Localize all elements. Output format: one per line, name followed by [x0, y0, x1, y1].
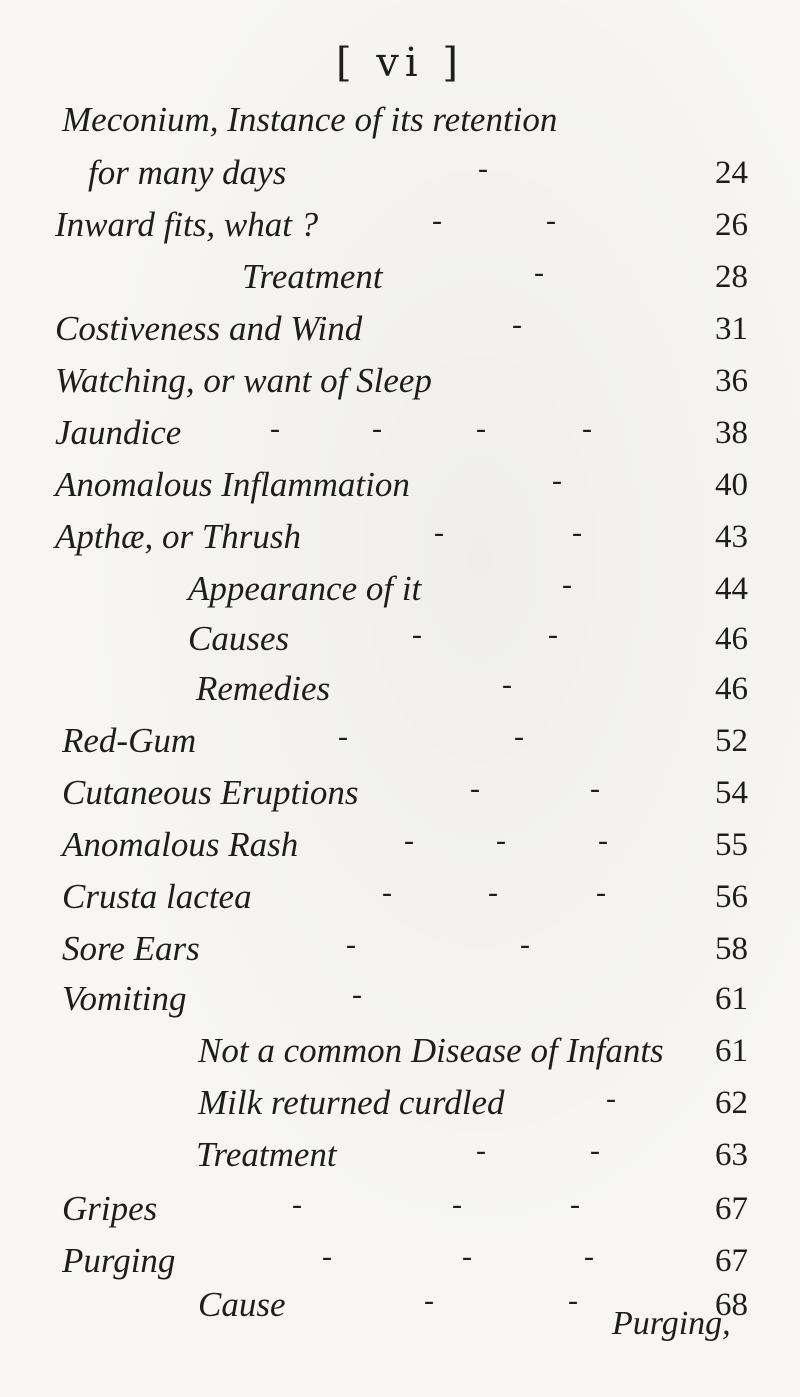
leader-dash: -	[546, 204, 556, 237]
leader-dash: -	[596, 876, 606, 909]
leader-dash: -	[382, 876, 392, 909]
entry-label: Vomiting	[62, 979, 187, 1018]
entry-page-number: 62	[715, 1085, 748, 1121]
entry-label: Jaundice	[55, 413, 182, 452]
leader-dash: -	[338, 720, 348, 753]
leader-dash: -	[476, 1134, 486, 1167]
entry-label: Appearance of it	[188, 569, 422, 608]
contents-entry	[0, 768, 800, 818]
entry-label: Not a common Disease of Infants	[198, 1031, 664, 1070]
contents-entry	[0, 460, 800, 510]
leader-dash: -	[404, 824, 414, 857]
entry-page-number: 63	[715, 1137, 748, 1173]
leader-dash: -	[424, 1284, 434, 1317]
entry-label: Meconium, Instance of its retention	[62, 100, 558, 139]
entry-page-number: 46	[715, 621, 748, 657]
leader-dash: -	[412, 618, 422, 651]
contents-entry	[0, 820, 800, 870]
leader-dash: -	[470, 772, 480, 805]
entry-label: Inward fits, what ?	[55, 205, 319, 244]
contents-entry	[0, 716, 800, 766]
entry-page-number: 52	[715, 723, 748, 759]
leader-dash: -	[496, 824, 506, 857]
leader-dash: -	[502, 668, 512, 701]
entry-label: Watching, or want of Sleep	[55, 361, 432, 400]
entry-label: Treatment	[196, 1135, 337, 1174]
entry-page-number: 55	[715, 827, 748, 863]
contents-entry	[0, 252, 800, 302]
leader-dash: -	[432, 204, 442, 237]
leader-dash: -	[570, 1188, 580, 1221]
leader-dash: -	[434, 516, 444, 549]
entry-page-number: 31	[715, 311, 748, 347]
leader-dash: -	[598, 824, 608, 857]
contents-entry	[0, 1026, 800, 1076]
leader-dash: -	[452, 1188, 462, 1221]
entry-page-number: 44	[715, 571, 748, 607]
entry-page-number: 56	[715, 879, 748, 915]
leader-dash: -	[572, 516, 582, 549]
leader-dash: -	[372, 412, 382, 445]
leader-dash: -	[548, 618, 558, 651]
leader-dash: -	[552, 464, 562, 497]
entry-page-number: 68	[715, 1287, 748, 1323]
contents-entry	[0, 974, 800, 1024]
entry-label: Anomalous Rash	[62, 825, 299, 864]
entry-page-number: 61	[715, 1033, 748, 1069]
entry-page-number: 58	[715, 931, 748, 967]
entry-page-number: 67	[715, 1191, 748, 1227]
contents-entry	[0, 614, 800, 664]
entry-label: Sore Ears	[62, 929, 200, 968]
contents-entry	[0, 148, 800, 198]
contents-entry	[0, 1184, 800, 1234]
leader-dash: -	[582, 412, 592, 445]
contents-entry	[0, 664, 800, 714]
entry-label: Remedies	[196, 669, 331, 708]
entry-label: Treatment	[242, 257, 383, 296]
entry-page-number: 40	[715, 467, 748, 503]
leader-dash: -	[520, 928, 530, 961]
leader-dash: -	[514, 720, 524, 753]
entry-page-number: 38	[715, 415, 748, 451]
entry-label: Apthæ, or Thrush	[55, 517, 302, 556]
leader-dash: -	[346, 928, 356, 961]
entry-page-number: 46	[715, 671, 748, 707]
contents-entry	[0, 304, 800, 354]
leader-dash: -	[606, 1082, 616, 1115]
leader-dash: -	[478, 152, 488, 185]
contents-entry	[0, 200, 800, 250]
leader-dash: -	[270, 412, 280, 445]
entry-label: Purging	[62, 1241, 176, 1280]
entry-label: Gripes	[62, 1189, 158, 1228]
contents-entry	[0, 1078, 800, 1128]
entry-label: Crusta lactea	[62, 877, 252, 916]
contents-entry	[0, 95, 800, 145]
entry-label: Costiveness and Wind	[55, 309, 363, 348]
entry-page-number: 54	[715, 775, 748, 811]
leader-dash: -	[352, 978, 362, 1011]
entry-page-number: 28	[715, 259, 748, 295]
leader-dash: -	[562, 568, 572, 601]
entry-label: Red-Gum	[62, 721, 197, 760]
leader-dash: -	[292, 1188, 302, 1221]
leader-dash: -	[476, 412, 486, 445]
entry-label: Anomalous Inflammation	[55, 465, 410, 504]
entry-label: for many days	[88, 153, 287, 192]
entry-label: Causes	[188, 619, 290, 658]
leader-dash: -	[534, 256, 544, 289]
contents-entry	[0, 872, 800, 922]
catchword: Purging,	[612, 1305, 731, 1342]
leader-dash: -	[590, 1134, 600, 1167]
entry-page-number: 61	[715, 981, 748, 1017]
leader-dash: -	[488, 876, 498, 909]
entry-label: Milk returned curdled	[198, 1083, 505, 1122]
leader-dash: -	[568, 1284, 578, 1317]
contents-entry	[0, 1236, 800, 1286]
leader-dash: -	[512, 308, 522, 341]
entry-page-number: 36	[715, 363, 748, 399]
contents-entry	[0, 564, 800, 614]
leader-dash: -	[322, 1240, 332, 1273]
leader-dash: -	[590, 772, 600, 805]
entry-page-number: 43	[715, 519, 748, 555]
contents-entry	[0, 924, 800, 974]
entry-page-number: 67	[715, 1243, 748, 1279]
entry-label: Cutaneous Eruptions	[62, 773, 359, 812]
contents-entry	[0, 408, 800, 458]
leader-dash: -	[584, 1240, 594, 1273]
entry-page-number: 24	[715, 155, 748, 191]
contents-entry	[0, 1130, 800, 1180]
leader-dash: -	[462, 1240, 472, 1273]
entry-label: Cause	[198, 1285, 286, 1324]
entry-page-number: 26	[715, 207, 748, 243]
contents-entry	[0, 512, 800, 562]
contents-entry	[0, 356, 800, 406]
page-header: [ vi ]	[335, 40, 465, 86]
